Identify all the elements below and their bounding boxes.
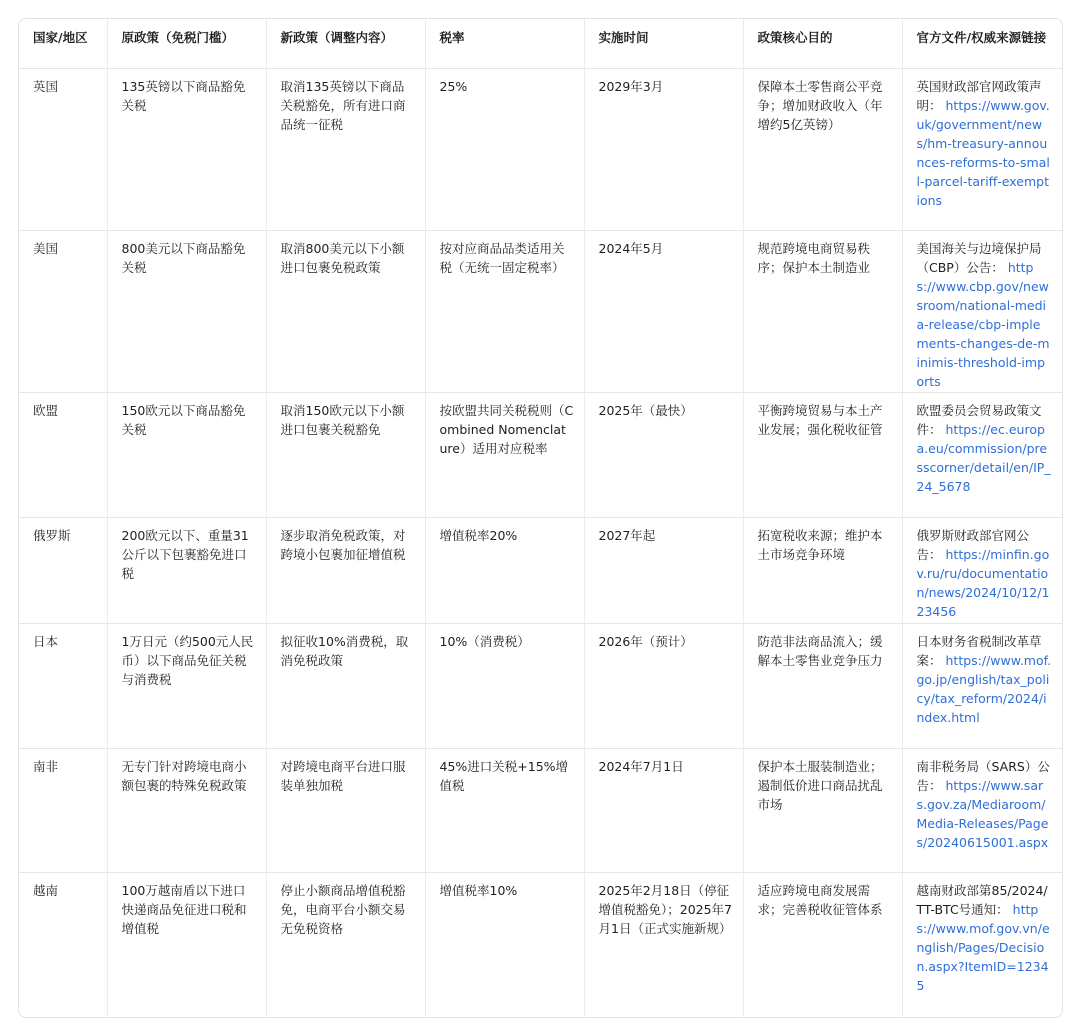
cell-country: 俄罗斯: [19, 518, 107, 624]
cell-purpose: 适应跨境电商发展需求；完善税收征管体系: [743, 873, 902, 1017]
header-country: 国家/地区: [33, 30, 88, 45]
header-old-policy: 原政策（免税门槛）: [107, 19, 266, 69]
source-label: 南非税务局（SARS）公告：: [916, 759, 1050, 793]
source-link[interactable]: https://www.gov.uk/government/news/hm-treasury-announces-reforms-to-small-parcel-tariff-exemptions: [916, 98, 1050, 208]
cell-country: 英国: [19, 69, 107, 231]
cell-new-policy: 拟征收10%消费税，取消免税政策: [266, 624, 425, 749]
cell-new-policy: 停止小额商品增值税豁免，电商平台小额交易无免税资格: [266, 873, 425, 1017]
cell-effective-date: 2024年7月1日: [584, 749, 743, 873]
policy-table-container: [18, 18, 1063, 1018]
cell-effective-date: 2026年（预计）: [584, 624, 743, 749]
cell-country: 欧盟: [19, 393, 107, 518]
cell-effective-date: 2029年3月: [584, 69, 743, 231]
source-link[interactable]: https://www.sars.gov.za/Mediaroom/Media-Releases/Pages/20240615001.aspx: [916, 778, 1049, 850]
cell-effective-date: 2027年起: [584, 518, 743, 624]
cell-country: 越南: [19, 873, 107, 1017]
cell-tax-rate: 增值税率20%: [425, 518, 584, 624]
cell-old-policy: 100万越南盾以下进口快递商品免征进口税和增值税: [107, 873, 266, 1017]
cell-old-policy: 150欧元以下商品豁免关税: [107, 393, 266, 518]
cell-effective-date: 2024年5月: [584, 231, 743, 393]
cell-effective-date: 2025年（最快）: [584, 393, 743, 518]
cell-source: [902, 518, 1062, 624]
table-row: [19, 231, 1062, 393]
cell-country: 南非: [19, 749, 107, 873]
source-link[interactable]: https://www.mof.gov.vn/english/Pages/Decision.aspx?ItemID=12345: [916, 902, 1050, 993]
cell-tax-rate: 增值税率10%: [425, 873, 584, 1017]
cell-effective-date: 2025年2月18日（停征增值税豁免）；2025年7月1日（正式实施新规）: [584, 873, 743, 1017]
cell-purpose: 规范跨境电商贸易秩序；保护本土制造业: [743, 231, 902, 393]
cell-old-policy: 200欧元以下、重量31公斤以下包裹豁免进口税: [107, 518, 266, 624]
source-label: 美国海关与边境保护局（CBP）公告：: [916, 241, 1042, 275]
header-effective-date: 实施时间: [584, 19, 743, 69]
table-row: [19, 69, 1062, 231]
table-row: [19, 624, 1062, 749]
cell-country: 美国: [19, 231, 107, 393]
source-link[interactable]: https://ec.europa.eu/commission/presscorner/detail/en/IP_24_5678: [916, 422, 1051, 494]
cell-tax-rate: 25%: [425, 69, 584, 231]
cell-source: [902, 69, 1062, 231]
cell-source: [902, 231, 1062, 393]
cell-old-policy: 800美元以下商品豁免关税: [107, 231, 266, 393]
source-label: 欧盟委员会贸易政策文件：: [916, 403, 1042, 437]
header-source: 官方文件/权威来源链接: [902, 19, 1062, 69]
cell-tax-rate: 10%（消费税）: [425, 624, 584, 749]
header-purpose: 政策核心目的: [743, 19, 902, 69]
source-label: 越南财政部第85/2024/TT-BTC号通知：: [916, 883, 1048, 917]
cell-purpose: 保障本土零售商公平竞争；增加财政收入（年增约5亿英镑）: [743, 69, 902, 231]
cell-tax-rate: 45%进口关税+15%增值税: [425, 749, 584, 873]
table-header-row: [19, 19, 1062, 69]
source-label: 俄罗斯财政部官网公告：: [916, 528, 1030, 562]
cell-purpose: 保护本土服装制造业；遏制低价进口商品扰乱市场: [743, 749, 902, 873]
cell-source: [902, 873, 1062, 1017]
cell-tax-rate: 按对应商品品类适用关税（无统一固定税率）: [425, 231, 584, 393]
table-row: [19, 518, 1062, 624]
cell-new-policy: 取消800美元以下小额进口包裹免税政策: [266, 231, 425, 393]
cell-old-policy: 无专门针对跨境电商小额包裹的特殊免税政策: [107, 749, 266, 873]
cell-purpose: 防范非法商品流入；缓解本土零售业竞争压力: [743, 624, 902, 749]
cell-purpose: 拓宽税收来源；维护本土市场竞争环境: [743, 518, 902, 624]
table-row: [19, 749, 1062, 873]
cell-new-policy: 取消150欧元以下小额进口包裹关税豁免: [266, 393, 425, 518]
cell-country: 日本: [19, 624, 107, 749]
cell-source: [902, 749, 1062, 873]
cell-source: [902, 393, 1062, 518]
cell-new-policy: 对跨境电商平台进口服装单独加税: [266, 749, 425, 873]
source-link[interactable]: https://minfin.gov.ru/ru/documentation/news/2024/10/12/123456: [916, 547, 1050, 619]
cell-new-policy: 逐步取消免税政策，对跨境小包裹加征增值税: [266, 518, 425, 624]
source-link[interactable]: https://www.cbp.gov/newsroom/national-media-release/cbp-implements-changes-de-minimis-threshold-imports: [916, 260, 1050, 389]
cell-old-policy: 1万日元（约500元人民币）以下商品免征关税与消费税: [107, 624, 266, 749]
cell-purpose: 平衡跨境贸易与本土产业发展；强化税收征管: [743, 393, 902, 518]
source-link[interactable]: https://www.mof.go.jp/english/tax_policy/tax_reform/2024/index.html: [916, 653, 1052, 725]
source-label: 日本财务省税制改革草案：: [916, 634, 1042, 668]
tariff-policy-table: [19, 19, 1062, 1017]
table-row: [19, 393, 1062, 518]
cell-source: [902, 624, 1062, 749]
table-row: [19, 873, 1062, 1017]
header-tax-rate: 税率: [425, 19, 584, 69]
header-new-policy: 新政策（调整内容）: [266, 19, 425, 69]
cell-old-policy: 135英镑以下商品豁免关税: [107, 69, 266, 231]
cell-tax-rate: 按欧盟共同关税税则（Combined Nomenclature）适用对应税率: [425, 393, 584, 518]
source-label: 英国财政部官网政策声明：: [916, 79, 1042, 113]
cell-new-policy: 取消135英镑以下商品关税豁免，所有进口商品统一征税: [266, 69, 425, 231]
